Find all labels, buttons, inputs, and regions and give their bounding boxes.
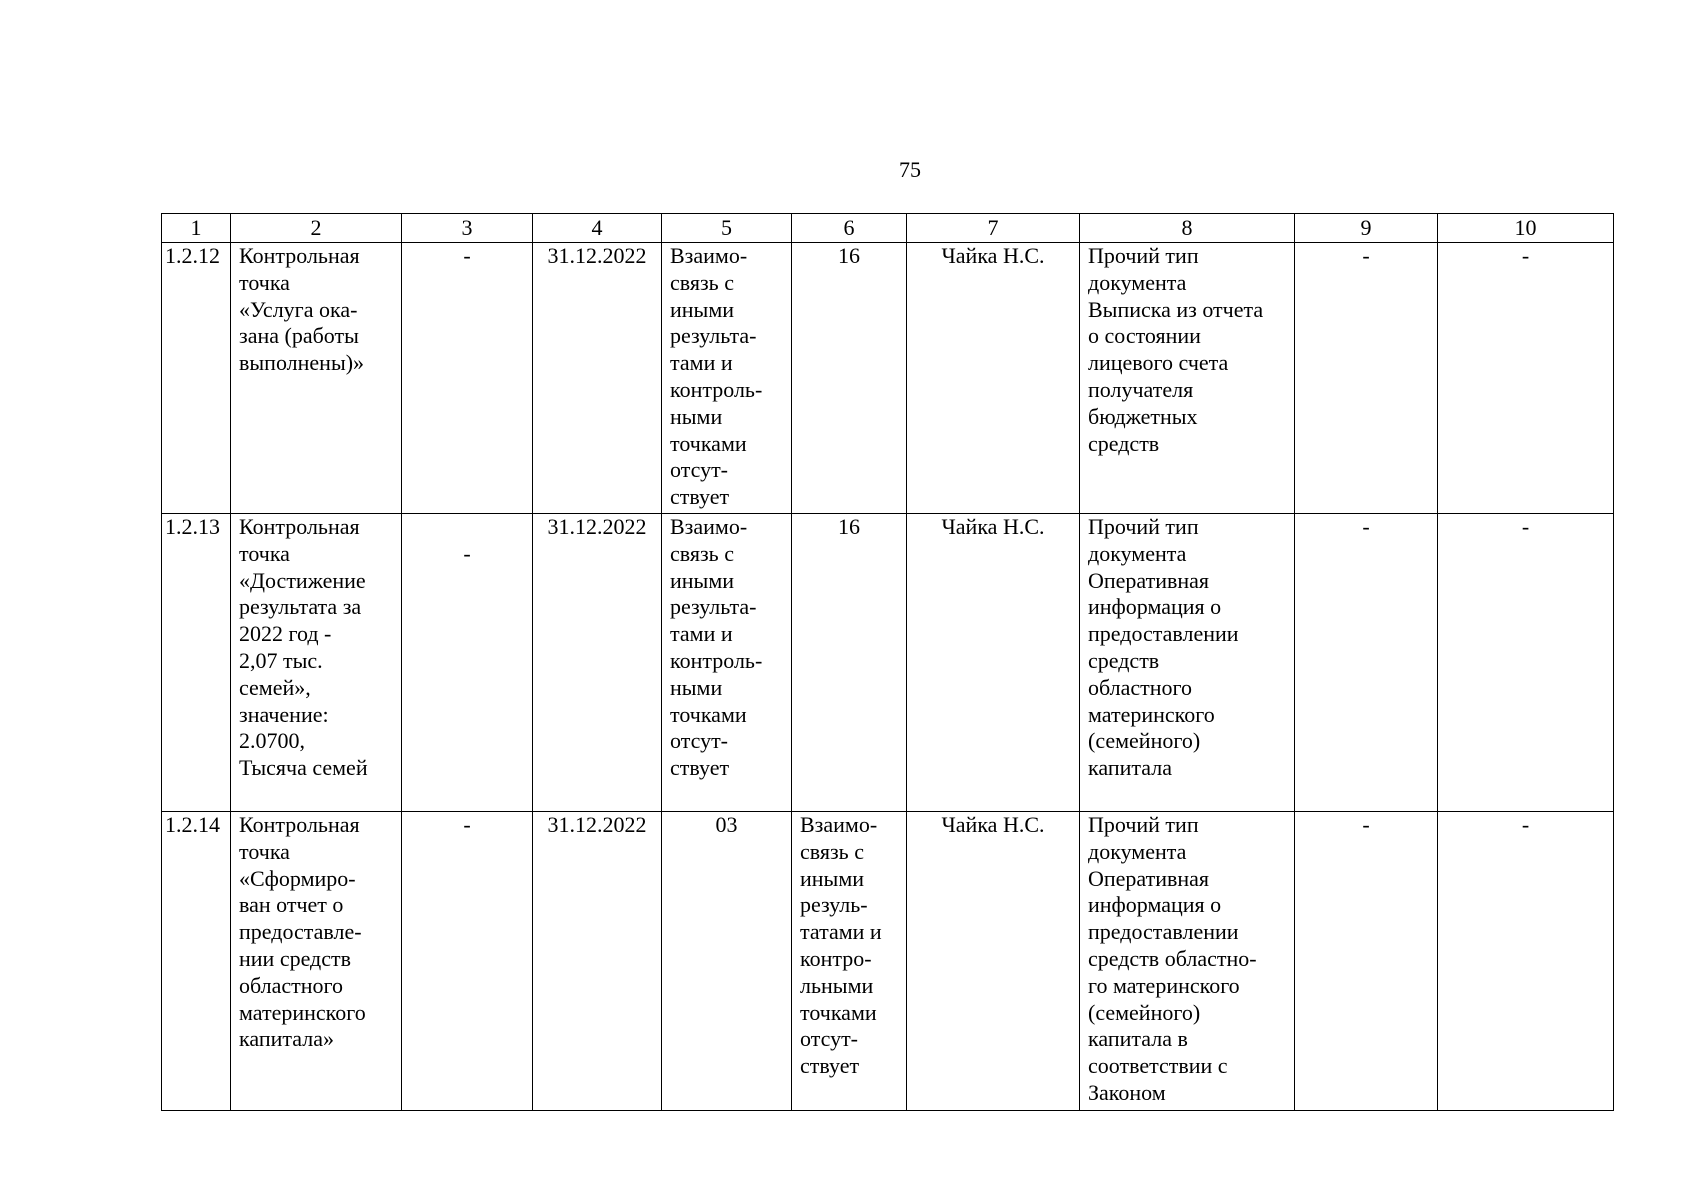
cell-col6: Взаимо- связь с иными резуль- татами и контро- льными точками отсут- ствует [792, 812, 907, 1111]
cell-col6: 16 [792, 243, 907, 514]
column-header: 4 [533, 214, 662, 243]
table-header-row [162, 214, 1614, 243]
control-point-name: Контрольная точка «Достижение результата за 2022 год - 2,07 тыс. семей», значение: 2.0700, Тысяча семей [231, 514, 402, 812]
column-header: 6 [792, 214, 907, 243]
table-row [162, 243, 1614, 514]
cell-col5: Взаимо- связь с иными результа- тами и контроль- ными точками отсут- ствует [662, 243, 792, 514]
cell-col10: - [1438, 243, 1614, 514]
control-point-name: Контрольная точка «Услуга ока- зана (работы выполнены)» [231, 243, 402, 514]
column-header: 2 [231, 214, 402, 243]
cell-col5: 03 [662, 812, 792, 1111]
cell-col9: - [1295, 243, 1438, 514]
responsible-cell: Чайка Н.С. [907, 243, 1080, 514]
date-cell: 31.12.2022 [533, 243, 662, 514]
cell-col10: - [1438, 514, 1614, 812]
column-header: 5 [662, 214, 792, 243]
column-header: 9 [1295, 214, 1438, 243]
document-type-cell: Прочий тип документа Оперативная информация о предоставлении средств областного материнского (семейного) капитала [1080, 514, 1295, 812]
cell-col9: - [1295, 514, 1438, 812]
cell-col9: - [1295, 812, 1438, 1111]
page-number: 75 [899, 157, 921, 182]
cell-col3: - [402, 243, 533, 514]
cell-col3: - [402, 812, 533, 1111]
date-cell: 31.12.2022 [533, 514, 662, 812]
cell-col5: Взаимо- связь с иными результа- тами и контроль- ными точками отсут- ствует [662, 514, 792, 812]
cell-col10: - [1438, 812, 1614, 1111]
cell-col3: - [402, 514, 533, 812]
responsible-cell: Чайка Н.С. [907, 514, 1080, 812]
document-table [161, 213, 1614, 1111]
row-number: 1.2.14 [162, 812, 231, 1111]
responsible-cell: Чайка Н.С. [907, 812, 1080, 1111]
document-type-cell: Прочий тип документа Оперативная информация о предоставлении средств областно- го материнского (семейного) капитала в соответствии с Законом [1080, 812, 1295, 1111]
column-header: 7 [907, 214, 1080, 243]
column-header: 3 [402, 214, 533, 243]
row-number: 1.2.13 [162, 514, 231, 812]
document-type-cell: Прочий тип документа Выписка из отчета о состоянии лицевого счета получателя бюджетных средств [1080, 243, 1295, 514]
control-point-name: Контрольная точка «Сформиро- ван отчет о предоставле- нии средств областного материнского капитала» [231, 812, 402, 1111]
row-number: 1.2.12 [162, 243, 231, 514]
table-row [162, 514, 1614, 812]
column-header: 8 [1080, 214, 1295, 243]
table-row [162, 812, 1614, 1111]
column-header: 1 [162, 214, 231, 243]
date-cell: 31.12.2022 [533, 812, 662, 1111]
column-header: 10 [1438, 214, 1614, 243]
cell-col6: 16 [792, 514, 907, 812]
